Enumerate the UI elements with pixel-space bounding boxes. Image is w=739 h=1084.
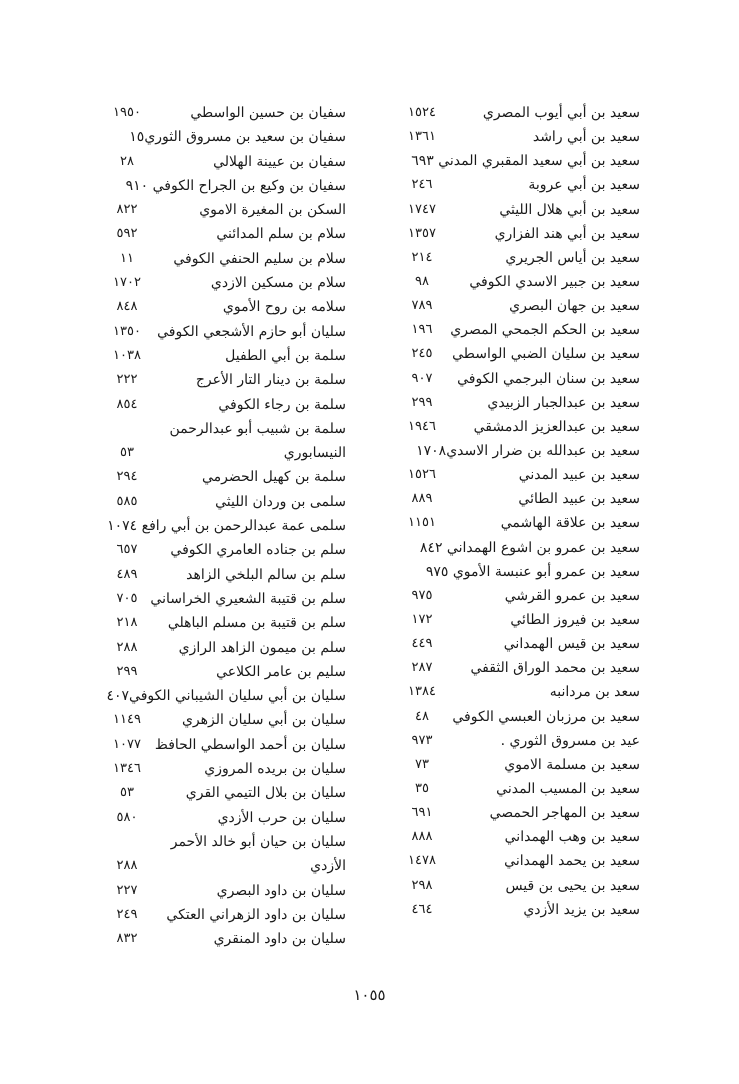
index-entry — [100, 660, 346, 684]
index-entry — [100, 514, 346, 538]
entry-name: سعيد بن وهب الهمداني — [504, 829, 640, 846]
entry-name: سعيد بن عبيد الطائي — [518, 491, 640, 508]
index-entry — [100, 636, 346, 660]
index-entry — [400, 318, 640, 342]
entry-name: سليان بن حيان أبو خالد الأحمر — [170, 833, 346, 850]
index-entry — [400, 222, 640, 246]
index-entry — [100, 198, 346, 222]
entry-page-number: ١٩٦ — [411, 322, 433, 338]
entry-name: سلامه بن روح الأموي — [222, 299, 346, 316]
index-entry — [100, 417, 346, 441]
entry-page-number: ٤٦٤ — [411, 901, 433, 917]
entry-name: سفيان بن سعيد بن مسروق الثوري١٥ — [129, 129, 346, 146]
entry-page-number: ٢٩٩ — [116, 663, 138, 679]
entry-page-number: ٥٨٠ — [116, 809, 138, 825]
index-entry — [100, 271, 346, 295]
index-entry — [100, 368, 346, 392]
index-entry — [100, 465, 346, 489]
index-entry — [400, 801, 640, 825]
entry-name: السكن بن المغيرة الاموي — [199, 202, 346, 219]
entry-name: سلم بن قتيبة الشعيري الخراساني — [150, 590, 346, 607]
entry-page-number: ١١٤٩ — [113, 712, 141, 728]
entry-name: سليم بن عامر الكلاعي — [216, 663, 346, 680]
entry-page-number: ١٣٥٠ — [113, 323, 141, 339]
entry-name: الأزدي — [310, 858, 346, 875]
entry-page-number: ١٣٦١ — [408, 129, 436, 145]
entry-page-number: ١٠٣٨ — [113, 347, 141, 363]
entry-name: سفيان بن حسين الواسطي — [190, 105, 346, 121]
index-entry — [400, 391, 640, 415]
entry-page-number: ٥٣ — [120, 445, 134, 461]
entry-name: سليان بن داود الزهراني العتكي — [166, 906, 346, 923]
entry-page-number: ٨٨٩ — [411, 491, 433, 507]
entry-page-number: ٤٨٩ — [116, 566, 138, 582]
entry-page-number: ٥٨٥ — [116, 493, 138, 509]
entry-name: سلمة بن دينار التار الأعرج — [195, 372, 346, 389]
index-entry — [400, 294, 640, 318]
entry-page-number: ١٧٠٢ — [113, 275, 141, 291]
entry-page-number: ٢٤٩ — [116, 906, 138, 922]
index-entry — [100, 733, 346, 757]
entry-name: سليان بن أحمد الواسطي الحافظ — [154, 736, 346, 753]
index-entry — [100, 247, 346, 271]
index-entry — [100, 125, 346, 149]
entry-page-number: ٦٩١ — [411, 805, 433, 821]
index-entry — [400, 729, 640, 753]
entry-name: سفيان بن عيينة الهلالي — [213, 153, 346, 170]
index-entry — [100, 927, 346, 951]
index-entry — [100, 320, 346, 344]
entry-name: سعيد بن عمرو بن اشوع الهمداني ٨٤٢ — [419, 539, 640, 556]
entry-page-number: ٨٤٨ — [116, 299, 138, 315]
entry-name: سلم بن قتيبة بن مسلم الباهلي — [167, 615, 346, 632]
entry-name: سعيد بن يزيد الأزدي — [523, 901, 640, 918]
index-entry — [100, 830, 346, 854]
index-entry — [400, 367, 640, 391]
index-entry — [400, 584, 640, 608]
index-entry — [100, 490, 346, 514]
index-entry — [100, 393, 346, 417]
entry-page-number: ٢٩٤ — [116, 469, 138, 485]
entry-name: سعيد بن المسيب المدني — [496, 780, 640, 797]
index-entry — [100, 150, 346, 174]
entry-name: سليان بن بلال التيمي القري — [185, 785, 346, 802]
entry-name: سعيد بن أبي راشد — [532, 129, 640, 146]
entry-name: سعيد بن جبير الاسدي الكوفي — [469, 273, 640, 290]
entry-name: سعيد بن عمرو القرشي — [504, 587, 640, 604]
entry-name: النيسابوري — [283, 445, 346, 462]
entry-name: سليان بن داود البصري — [216, 882, 346, 899]
index-entry — [400, 487, 640, 511]
entry-page-number: ٢٤٦ — [411, 177, 433, 193]
entry-page-number: ٢٢٢ — [116, 372, 138, 388]
entry-name: سعيد بن يحيى بن قيس — [505, 877, 640, 894]
entry-page-number: ٥٩٢ — [116, 226, 138, 242]
entry-name: سعيد بن مسلمة الاموي — [504, 756, 640, 773]
entry-name: . عيد بن مسروق الثوري — [500, 732, 640, 749]
index-entry — [400, 753, 640, 777]
entry-name: سلمى بن وردان الليثي — [215, 493, 346, 510]
index-entry — [400, 898, 640, 922]
entry-page-number: ٢٩٨ — [411, 877, 433, 893]
entry-name: سلام بن سليم الحنفي الكوفي — [173, 250, 346, 267]
index-entry — [100, 611, 346, 635]
entry-name: سليان بن أبي سليان الشيباني الكوفي٤٠٧ — [106, 688, 346, 705]
entry-name: سعيد بن المهاجر الحمصي — [489, 805, 640, 822]
index-entry — [100, 538, 346, 562]
entry-page-number: ١٣٨٤ — [408, 684, 436, 700]
entry-page-number: ٤٤٩ — [411, 636, 433, 652]
index-column-left — [100, 101, 346, 951]
entry-name: سلام بن سلم المدائني — [216, 226, 346, 243]
index-entry — [400, 656, 640, 680]
index-entry — [100, 708, 346, 732]
entry-page-number: ٢١٤ — [411, 249, 433, 265]
index-entry — [100, 344, 346, 368]
index-entry — [400, 342, 640, 366]
entry-page-number: ٧٨٩ — [411, 298, 433, 314]
entry-page-number: ٢٤٥ — [411, 346, 433, 362]
index-entry — [100, 903, 346, 927]
entry-name: سعيد بن عبدالجبار الزبيدي — [487, 394, 640, 411]
entry-name: سعيد بن محمد الوراق الثقفي — [470, 660, 640, 677]
entry-name: سعد بن مردانبه — [549, 684, 640, 701]
index-entry — [400, 246, 640, 270]
index-entry — [400, 198, 640, 222]
entry-name: سعيد بن عبيد المدني — [518, 467, 640, 484]
index-entry — [100, 781, 346, 805]
index-entry — [400, 560, 640, 584]
entry-page-number: ٢٩٩ — [411, 394, 433, 410]
index-entry — [100, 441, 346, 465]
index-entry — [400, 270, 640, 294]
entry-name: سلم بن سالم البلخي الزاهد — [186, 566, 346, 583]
entry-page-number: ٢٨ — [120, 153, 134, 169]
entry-page-number: ٢٨٧ — [411, 660, 433, 676]
entry-name: سعيد بن الحكم الجمحي المصري — [450, 322, 640, 339]
entry-name: سعيد بن جهان البصري — [509, 298, 640, 315]
entry-name: سعيد بن عبدالعزيز الدمشقي — [473, 418, 640, 435]
entry-page-number: ٩٧٥ — [411, 587, 433, 603]
entry-name: سليان بن حرب الأزدي — [217, 809, 346, 826]
entry-name: سلمة بن أبي الطفيل — [225, 347, 346, 364]
entry-page-number: ٤٨ — [415, 708, 429, 724]
index-entry — [400, 173, 640, 197]
entry-name: سعيد بن أبي هند الفزاري — [494, 225, 640, 242]
entry-page-number: ٦٥٧ — [116, 542, 138, 558]
index-entry — [400, 874, 640, 898]
entry-name: سعيد بن أياس الجريري — [505, 249, 640, 266]
entry-name: سعيد بن أبي هلال الليثي — [499, 201, 640, 218]
entry-page-number: ٨٨٨ — [411, 829, 433, 845]
index-entry — [400, 680, 640, 704]
index-entry — [100, 174, 346, 198]
entry-name: سعيد بن قيس الهمداني — [503, 636, 640, 653]
entry-name: سلمة بن رجاء الكوفي — [218, 396, 346, 413]
entry-page-number: ١٤٧٨ — [408, 853, 436, 869]
entry-name: سليان بن داود المنقري — [213, 931, 346, 948]
entry-name: سعيد بن أبي سعيد المقبري المدني ٦٩٣ — [411, 153, 640, 170]
entry-page-number: ١٧٤٧ — [408, 201, 436, 217]
entry-name: سلمى عمة عبدالرحمن بن أبي رافع ١٠٧٤ — [107, 518, 346, 535]
index-entry — [400, 439, 640, 463]
index-column-right — [400, 101, 640, 922]
entry-page-number: ١٠٧٧ — [113, 736, 141, 752]
index-entry — [400, 536, 640, 560]
entry-name: سعيد بن أبي أيوب المصري — [482, 105, 640, 121]
index-entry — [100, 295, 346, 319]
entry-page-number: ١١ — [120, 250, 134, 266]
index-entry — [100, 101, 346, 125]
entry-page-number: ١٧٢ — [411, 611, 433, 627]
entry-page-number: ٣٥ — [415, 780, 429, 796]
page-number: ١٠٥٥ — [353, 986, 386, 1004]
entry-name: سلمة بن كهيل الحضرمي — [201, 469, 346, 486]
index-entry — [400, 125, 640, 149]
index-entry — [100, 222, 346, 246]
entry-name: سعيد بن أبي عروبة — [528, 177, 640, 194]
entry-page-number: ١٥٢٤ — [408, 105, 436, 120]
entry-page-number: ٨٢٢ — [116, 202, 138, 218]
entry-page-number: ٢١٨ — [116, 615, 138, 631]
entry-page-number: ١٥٢٦ — [408, 467, 436, 483]
index-entry — [400, 705, 640, 729]
entry-page-number: ٢٨٨ — [116, 639, 138, 655]
index-entry — [400, 777, 640, 801]
entry-name: سفيان بن وكيع بن الجراح الكوفي ٩١٠ — [125, 177, 346, 194]
entry-name: سعيد بن مرزبان العبسي الكوفي — [452, 708, 640, 725]
entry-name: سعيد بن عبدالله بن ضرار الاسدي١٧٠٨ — [416, 442, 640, 459]
index-entry — [400, 101, 640, 125]
entry-page-number: ١٣٥٧ — [408, 225, 436, 241]
index-entry — [400, 415, 640, 439]
entry-name: سليان بن بريده المروزي — [204, 761, 346, 778]
entry-name: سليان بن أبي سليان الزهري — [181, 712, 346, 729]
index-entry — [100, 757, 346, 781]
entry-name: سعيد بن عمرو أبو عنبسة الأموي ٩٧٥ — [425, 563, 640, 580]
entry-page-number: ٩٠٧ — [411, 370, 433, 386]
entry-page-number: ١٩٥٠ — [113, 105, 141, 120]
entry-page-number: ١١٥١ — [408, 515, 436, 531]
entry-name: سعيد بن يحمد الهمداني — [504, 853, 640, 870]
entry-name: سلم بن ميمون الزاهد الرازي — [178, 639, 346, 656]
entry-page-number: ٥٣ — [120, 785, 134, 801]
index-entry — [400, 608, 640, 632]
index-entry — [100, 563, 346, 587]
entry-name: سلمة بن شبيب أبو عبدالرحمن — [169, 420, 346, 437]
index-entry — [100, 806, 346, 830]
entry-name: سلام بن مسكين الازدي — [210, 275, 346, 292]
index-entry — [400, 463, 640, 487]
index-entry — [100, 684, 346, 708]
index-entry — [400, 825, 640, 849]
index-entry — [100, 879, 346, 903]
entry-page-number: ٨٥٤ — [116, 396, 138, 412]
entry-name: سلم بن جناده العامري الكوفي — [170, 542, 346, 559]
index-entry — [100, 587, 346, 611]
entry-page-number: ٧٠٥ — [116, 590, 138, 606]
entry-page-number: ٨٣٢ — [116, 931, 138, 947]
index-entry — [400, 632, 640, 656]
entry-page-number: ٧٣ — [415, 756, 429, 772]
entry-page-number: ٩٨ — [415, 273, 429, 289]
index-entry — [400, 849, 640, 873]
entry-page-number: ٢٨٨ — [116, 858, 138, 874]
entry-name: سعيد بن سنان البرجمي الكوفي — [457, 370, 640, 387]
entry-page-number: ٢٢٧ — [116, 882, 138, 898]
entry-name: سعيد بن علاقة الهاشمي — [500, 515, 640, 532]
entry-name: سعيد بن فيروز الطائي — [510, 611, 640, 628]
entry-page-number: ١٣٤٦ — [113, 761, 141, 777]
entry-name: سعيد بن سليان الضبي الواسطي — [452, 346, 640, 363]
entry-page-number: ١٩٤٦ — [408, 418, 436, 434]
index-entry — [100, 854, 346, 878]
entry-name: سليان أبو حازم الأشجعي الكوفي — [157, 323, 346, 340]
entry-page-number: ٩٧٣ — [411, 732, 433, 748]
index-entry — [400, 149, 640, 173]
index-entry — [400, 511, 640, 535]
